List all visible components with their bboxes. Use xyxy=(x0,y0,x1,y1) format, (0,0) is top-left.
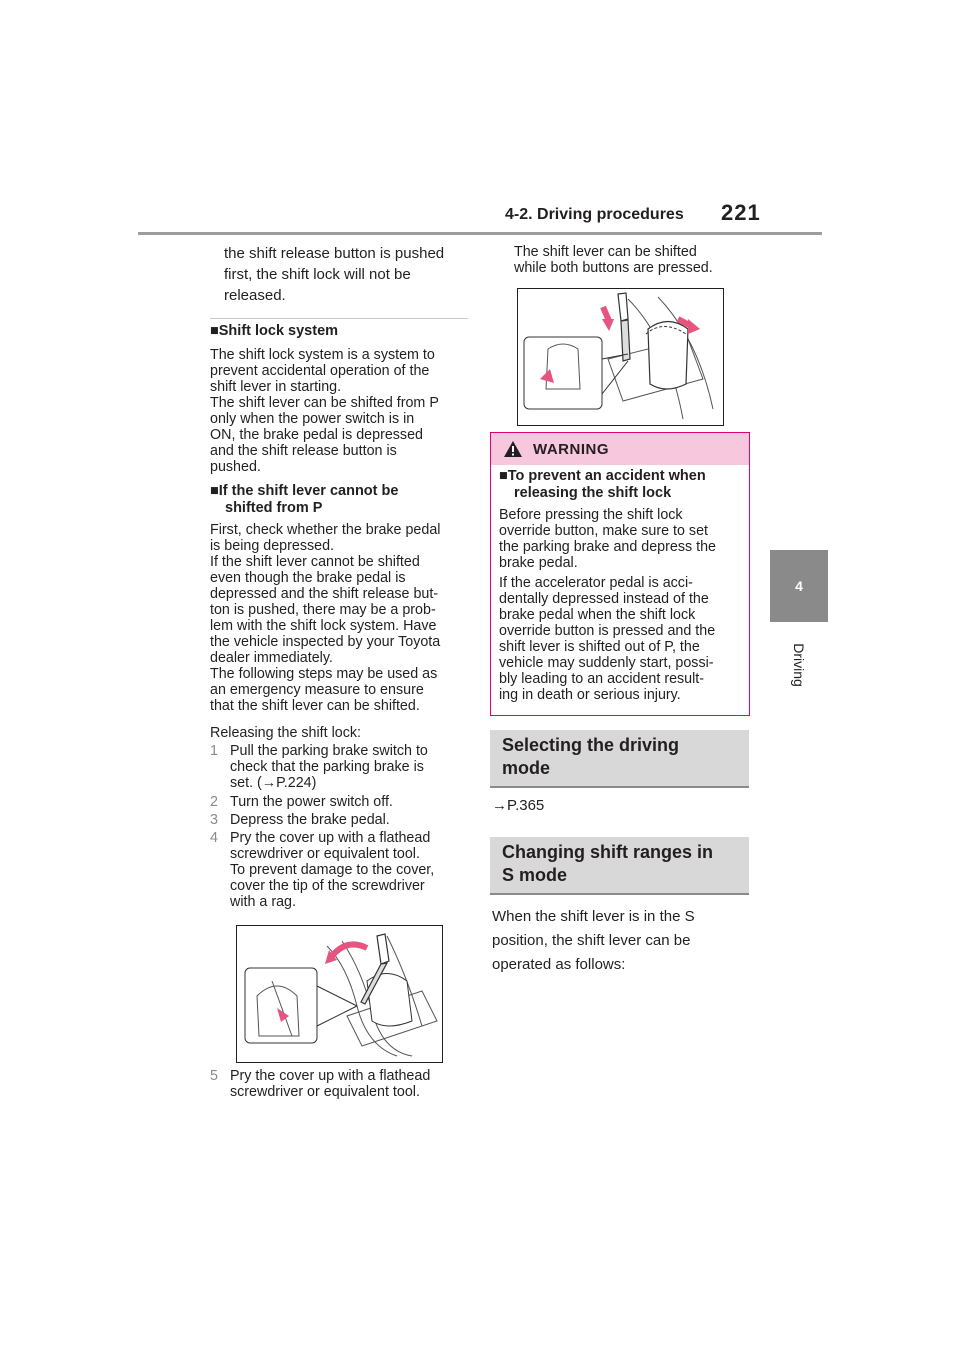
warning-header xyxy=(491,433,749,465)
shift-cover-illustration xyxy=(236,925,443,1063)
shift-lock-body: The shift lock system is a system to prevent accidental operation of the shift lever in starting. The shift lever can be shifted from P only when the power switch is in ON, the brake pedal is depressed and the shift release button is pushed. xyxy=(210,347,439,475)
divider xyxy=(210,318,468,319)
chapter-number: 4 xyxy=(795,578,803,594)
warning-heading: ■To prevent an accident when releasing the shift lock xyxy=(499,468,706,501)
section-title: 4-2. Driving procedures xyxy=(505,206,684,223)
both-buttons-illustration xyxy=(517,288,724,426)
step-5: 5 Pry the cover up with a flathead screwdriver or equivalent tool. xyxy=(210,1068,431,1100)
warning-box xyxy=(490,432,750,716)
step-5-container xyxy=(210,1068,472,1100)
warning-paragraph-1: Before pressing the shift lock override button, make sure to set the parking brake and depress the brake pedal. xyxy=(499,507,716,571)
section-changing-shift-ranges: Changing shift ranges in S mode xyxy=(490,837,749,895)
shift-cover-drawing xyxy=(237,926,442,1062)
steps-list xyxy=(210,743,472,910)
step-3: 3 Depress the brake pedal. xyxy=(210,812,390,828)
page-number: 221 xyxy=(721,200,761,225)
shift-lock-heading: ■Shift lock system xyxy=(210,323,339,339)
page-reference-link[interactable]: →P.365 xyxy=(492,797,545,814)
left-intro: the shift release button is pushed first, the shift lock will not be released. xyxy=(224,245,445,304)
chapter-tab-label: Driving xyxy=(790,643,807,687)
warning-triangle-icon xyxy=(503,440,523,458)
section-selecting-driving-mode: Selecting the driving mode xyxy=(490,730,749,788)
right-outro: When the shift lever is in the S position, the shift lever can be operated as follows: xyxy=(492,908,695,973)
cannot-shift-heading: ■If the shift lever cannot be shifted from P xyxy=(210,483,399,516)
both-buttons-drawing xyxy=(518,289,723,425)
step-1: 1 Pull the parking brake switch to check that the parking brake is set. (→P.224) xyxy=(210,743,428,791)
cannot-shift-body: First, check whether the brake pedal is being depressed. If the shift lever cannot be shifted even though the brake pedal is depressed and the shift release but- ton is pushed, there may be a prob- lem with the shift lock system. Have the vehicle inspected by your Toyota dealer immediately. The following steps may be used as an emergency measure to ensure that the shift lever can be shifted. xyxy=(210,522,441,714)
right-intro: The shift lever can be shifted while both buttons are pressed. xyxy=(514,244,713,276)
warning-paragraph-2: If the accelerator pedal is acci- dentally depressed instead of the brake pedal when the shift lock override button is pressed and the shift lever is shifted out of P, the vehicle may suddenly start, possi- bly leading to an accident result- ing in death or serious injury. xyxy=(499,575,716,703)
releasing-label: Releasing the shift lock: xyxy=(210,725,361,741)
chapter-tab[interactable] xyxy=(770,550,828,622)
step-2: 2 Turn the power switch off. xyxy=(210,794,393,810)
warning-title: WARNING xyxy=(533,440,609,458)
header-rule xyxy=(138,232,822,235)
step-4: 4 Pry the cover up with a flathead screwdriver or equivalent tool. To prevent damage to the cover, cover the tip of the screwdriver with a rag. xyxy=(210,830,435,910)
